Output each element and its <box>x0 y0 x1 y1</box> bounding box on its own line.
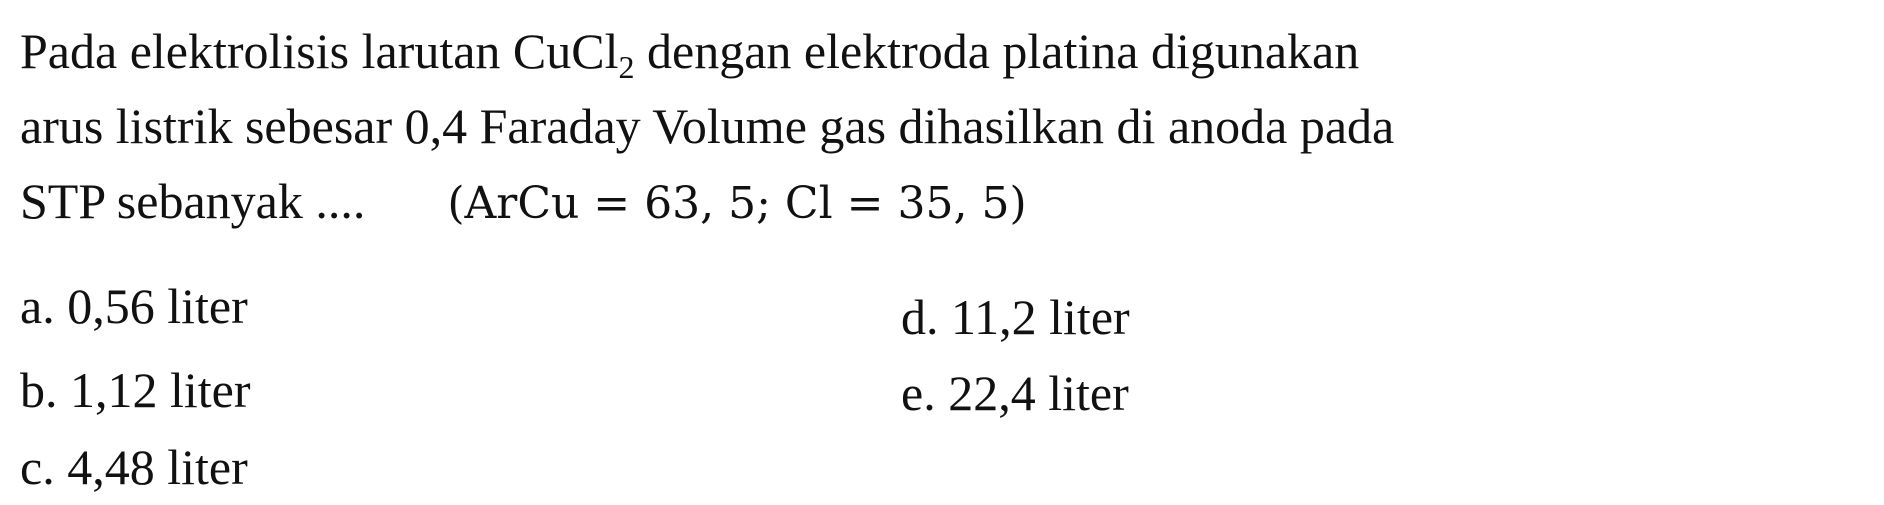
question-line-1-suffix: dengan elektroda platina digunakan <box>634 23 1360 79</box>
question-line-1 <box>20 14 1870 89</box>
chemical-formula-subscript: 2 <box>618 49 635 85</box>
option-a-letter: a. <box>20 278 55 334</box>
option-b[interactable] <box>20 360 251 420</box>
chemical-formula-base: CuCl <box>512 23 619 79</box>
option-d-text: 11,2 liter <box>951 289 1130 345</box>
option-c[interactable] <box>20 437 248 497</box>
option-c-text: 4,48 liter <box>67 439 248 495</box>
option-c-letter: c. <box>20 439 55 495</box>
option-d-letter: d. <box>901 289 939 345</box>
question-line-3-text: STP sebanyak .... <box>20 173 366 229</box>
option-a[interactable] <box>20 276 248 336</box>
option-d[interactable] <box>901 287 1130 347</box>
question-text <box>20 14 1870 239</box>
option-e-text: 22,4 liter <box>948 365 1129 421</box>
option-e-letter: e. <box>901 365 936 421</box>
option-b-text: 1,12 liter <box>70 362 251 418</box>
question-line-3 <box>20 164 1870 239</box>
option-b-letter: b. <box>20 362 58 418</box>
option-e[interactable] <box>901 363 1129 423</box>
question-line-1-prefix: Pada elektrolisis larutan <box>20 23 513 79</box>
chemical-formula <box>512 23 635 85</box>
question-line-2: arus listrik sebesar 0,4 Faraday Volume gas dihasilkan di anoda pada <box>20 98 1395 154</box>
option-a-text: 0,56 liter <box>67 278 248 334</box>
atomic-mass-note: (ArCu = 63, 5; Cl = 35, 5) <box>447 178 1027 229</box>
